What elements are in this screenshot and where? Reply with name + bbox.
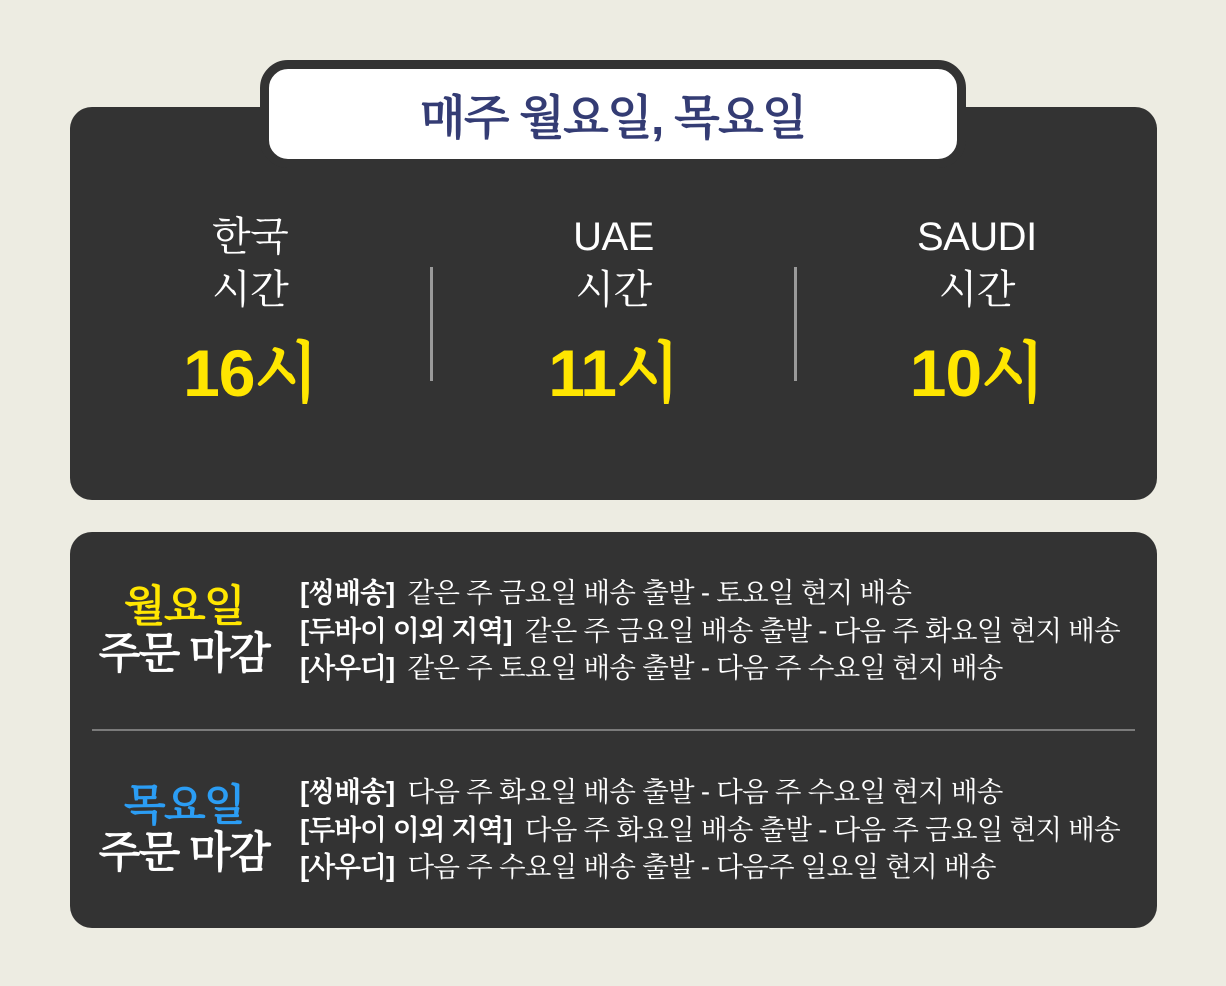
line-text: 다음 주 화요일 배송 출발 - 다음 주 금요일 현지 배송 <box>524 813 1121 845</box>
timezone-korea <box>70 211 430 409</box>
deadline-text: 주문 마감 <box>98 629 270 678</box>
line-text: 같은 주 금요일 배송 출발 - 토요일 현지 배송 <box>407 577 912 609</box>
timezone-unit-label: 시간 <box>575 268 652 312</box>
schedule-line <box>300 612 1120 650</box>
timezone-unit-label: 시간 <box>938 268 1015 312</box>
schedule-line <box>300 773 1120 811</box>
line-tag: [씽배송] <box>300 577 395 609</box>
schedule-row-monday <box>70 532 1157 729</box>
line-text: 같은 주 토요일 배송 출발 - 다음 주 수요일 현지 배송 <box>407 652 1003 684</box>
schedule-lines-monday <box>300 574 1120 687</box>
deadline-label-monday <box>84 584 284 678</box>
day-name: 월요일 <box>123 582 245 631</box>
timezone-time-value: 10시 <box>909 336 1044 410</box>
line-tag: [두바이 이외 지역] <box>300 614 512 646</box>
weekly-days-badge <box>260 60 966 168</box>
line-tag: [사우디] <box>300 851 395 883</box>
schedule-line <box>300 649 1120 687</box>
schedule-row-thursday <box>70 731 1157 928</box>
timezone-time-value: 16시 <box>183 336 318 410</box>
schedule-line <box>300 574 1120 612</box>
line-tag: [사우디] <box>300 652 395 684</box>
day-name: 목요일 <box>123 781 245 830</box>
timezone-time-value: 11시 <box>548 336 679 410</box>
schedule-line <box>300 848 1120 886</box>
schedule-card <box>70 532 1157 928</box>
timezone-unit-label: 시간 <box>212 268 289 312</box>
line-text: 다음 주 수요일 배송 출발 - 다음주 일요일 현지 배송 <box>407 851 996 883</box>
timezone-region-label: SAUDI <box>916 215 1037 259</box>
schedule-line <box>300 811 1120 849</box>
deadline-text: 주문 마감 <box>98 828 270 877</box>
line-tag: [씽배송] <box>300 776 395 808</box>
timezone-uae <box>433 211 793 409</box>
line-tag: [두바이 이외 지역] <box>300 813 512 845</box>
line-text: 같은 주 금요일 배송 출발 - 다음 주 화요일 현지 배송 <box>524 614 1121 646</box>
timezone-region-label: 한국 <box>212 215 289 259</box>
timezone-saudi <box>797 211 1157 409</box>
deadline-label-thursday <box>84 783 284 877</box>
schedule-lines-thursday <box>300 773 1120 886</box>
weekly-days-label: 매주 월요일, 목요일 <box>420 90 806 144</box>
timezone-region-label: UAE <box>573 215 654 259</box>
line-text: 다음 주 화요일 배송 출발 - 다음 주 수요일 현지 배송 <box>407 776 1003 808</box>
